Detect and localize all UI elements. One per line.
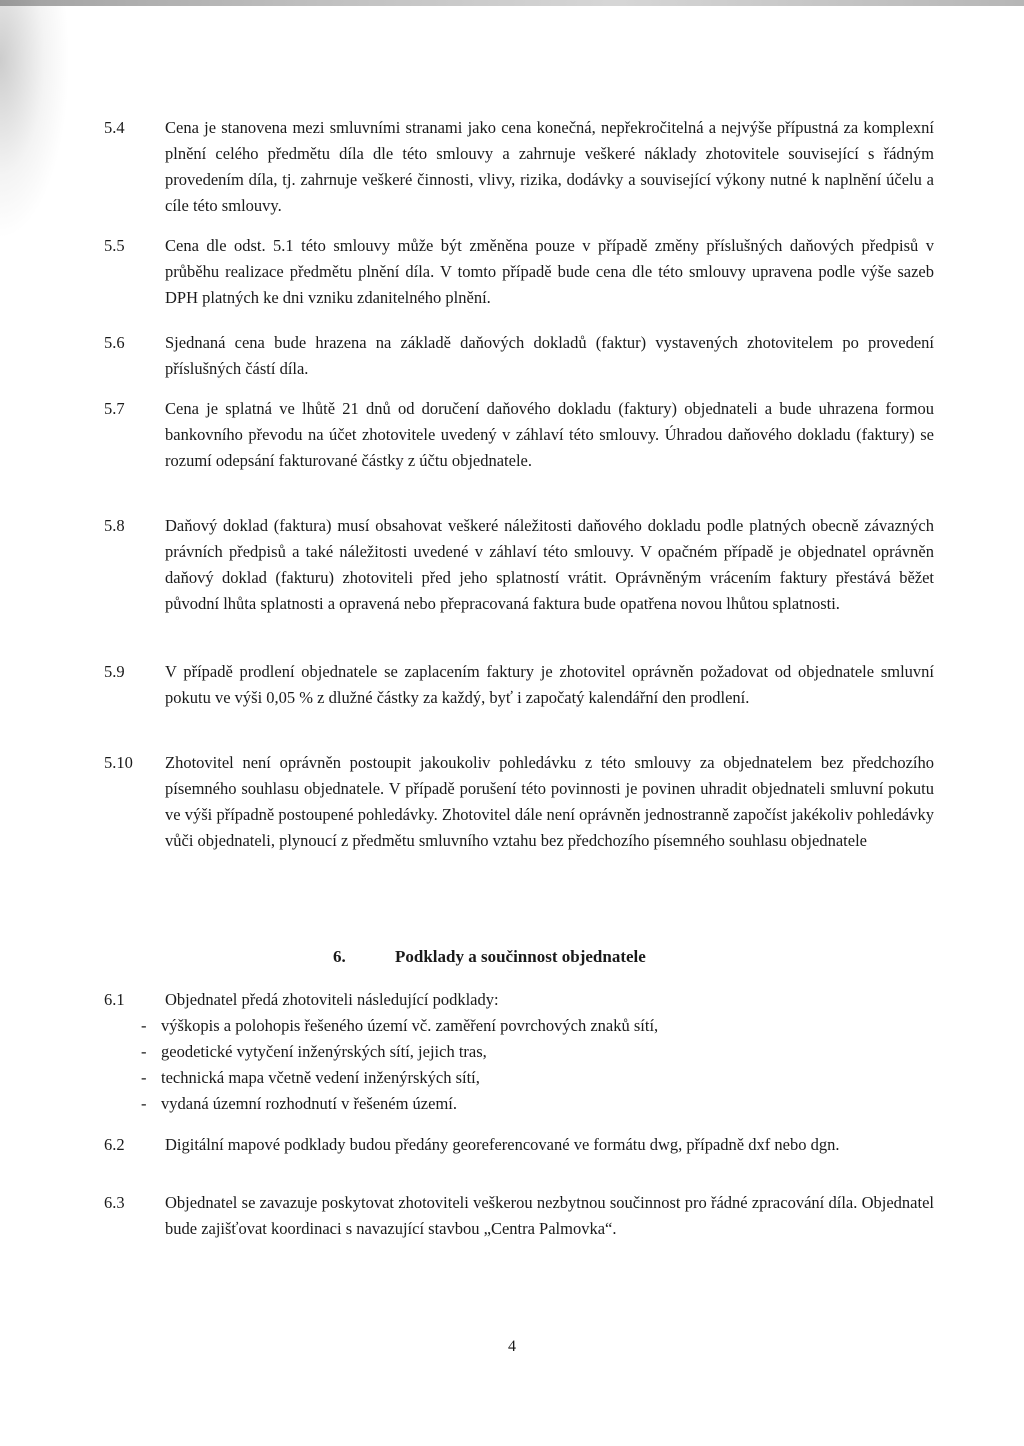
clause-5-7 [104,396,934,474]
clause-text: Cena je splatná ve lhůtě 21 dnů od doručení daňového dokladu (faktury) objednateli a bude uhrazena formou bankovního převodu na účet zhotovitele uvedený v záhlaví této smlouvy. Úhradou daňového dokladu (faktury) se rozumí odepsání fakturované částky z účtu objednatele. [165,399,934,470]
clause-text: Digitální mapové podklady budou předány georeferencované ve formátu dwg, případně dxf nebo dgn. [165,1135,840,1154]
list-item: - technická mapa včetně vedení inženýrských sítí, [141,1068,480,1087]
materials-list [141,1013,934,1117]
clause-number: 6.3 [104,1193,125,1212]
clause-6-3 [104,1190,934,1242]
clause-5-4 [104,115,934,219]
clause-number: 5.7 [104,399,125,418]
clause-5-8 [104,513,934,617]
clause-number: 6.1 [104,990,125,1009]
clause-text: Objednatel předá zhotoviteli následující podklady: [165,990,499,1009]
clause-text: Daňový doklad (faktura) musí obsahovat veškeré náležitosti daňového dokladu podle platných obecně závazných právních předpisů a také náležitosti uvedené v záhlaví této smlouvy. V opačném případě je objednatel oprávněn daňový doklad (fakturu) zhotoviteli před jeho splatností vrátit. Oprávněným vrácením faktury přestává běžet původní lhůta splatnosti a opravená nebo přepracovaná faktura bude opatřena novou lhůtou splatnosti. [165,516,934,613]
clause-5-6 [104,330,934,382]
list-item: - výškopis a polohopis řešeného území vč. zaměření povrchových znaků sítí, [141,1016,659,1035]
scan-shadow [0,0,70,240]
clause-5-5 [104,233,934,311]
scan-edge [0,0,1024,6]
page-number: 4 [508,1338,516,1355]
list-item: - geodetické vytyčení inženýrských sítí, jejich tras, [141,1042,487,1061]
clause-number: 5.6 [104,333,125,352]
clause-number: 5.9 [104,662,125,681]
clause-text: Zhotovitel není oprávněn postoupit jakoukoliv pohledávku z této smlouvy za objednatelem bez předchozího písemného souhlasu objednatele. V případě porušení této povinnosti je povinen uhradit objednateli smluvní pokutu ve výši případně postoupené pohledávky. Zhotovitel dále není oprávněn jednostranně započíst jakékoliv pohledávky vůči objednateli, plynoucí z předmětu smluvního vztahu bez předchozího písemného souhlasu objednatele [165,753,934,850]
clause-5-9 [104,659,934,711]
list-item: - vydaná územní rozhodnutí v řešeném území. [141,1094,457,1113]
clause-number: 5.8 [104,516,125,535]
clause-6-1 [104,987,934,1117]
clause-6-2 [104,1132,934,1158]
clause-number: 5.4 [104,118,125,137]
section-number: 6. [333,947,346,966]
section-heading [333,944,646,970]
clause-5-10 [104,750,934,854]
section-title: Podklady a součinnost objednatele [395,947,646,966]
clause-text: Sjednaná cena bude hrazena na základě daňových dokladů (faktur) vystavených zhotovitelem po provedení příslušných částí díla. [165,333,934,378]
clause-number: 5.10 [104,753,133,772]
clause-number: 6.2 [104,1135,125,1154]
clause-text: Cena dle odst. 5.1 této smlouvy může být změněna pouze v případě změny příslušných daňových předpisů v průběhu realizace předmětu plnění díla. V tomto případě bude cena dle této smlouvy upravena podle výše sazeb DPH platných ke dni vzniku zdanitelného plnění. [165,236,934,307]
clause-text: Objednatel se zavazuje poskytovat zhotoviteli veškerou nezbytnou součinnost pro řádné zpracování díla. Objednatel bude zajišťovat koordinaci s navazující stavbou „Centra Palmovka“. [165,1193,934,1238]
clause-number: 5.5 [104,236,125,255]
clause-text: Cena je stanovena mezi smluvními stranami jako cena konečná, nepřekročitelná a nejvýše přípustná za komplexní plnění celého předmětu díla dle této smlouvy a zahrnuje veškeré náklady zhotovitele související s řádným provedením díla, tj. zahrnuje veškeré činnosti, vlivy, rizika, dodávky a související výkony nutné k naplnění účelu a cíle této smlouvy. [165,118,934,215]
clause-text: V případě prodlení objednatele se zaplacením faktury je zhotovitel oprávněn požadovat od objednatele smluvní pokutu ve výši 0,05 % z dlužné částky za každý, byť i započatý kalendářní den prodlení. [165,662,934,707]
